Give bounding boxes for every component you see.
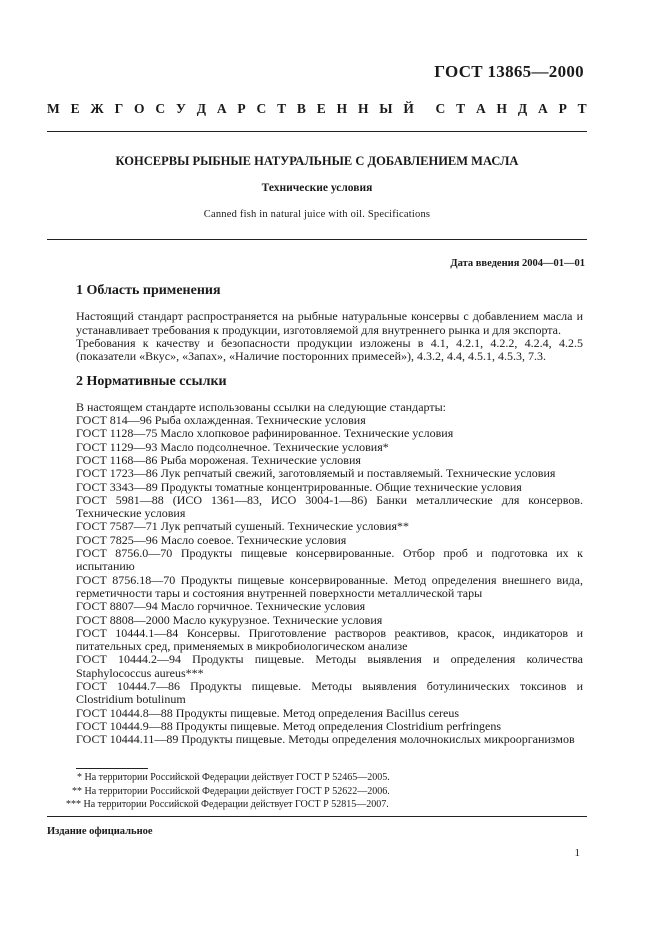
banner-letter: Т <box>277 101 287 116</box>
reference-item: ГОСТ 7825—96 Масло соевое. Технические условия <box>76 532 347 547</box>
reference-list <box>76 414 583 746</box>
reference-item: ГОСТ 5981—88 (ИСО 1361—83, ИСО 3004-1—86) Банки металлические для консервов. Технические условия <box>76 492 583 521</box>
footnote-item: * На территории Российской Федерации действует ГОСТ Р 52465—2005. <box>77 772 390 783</box>
section-1-heading: 1 Область применения <box>76 283 221 298</box>
header-divider <box>47 131 587 132</box>
reference-item: ГОСТ 8807—94 Масло горчичное. Технические условия <box>76 599 366 614</box>
reference-item: ГОСТ 1128—75 Масло хлопковое рафинированное. Технические условия <box>76 426 454 441</box>
banner-letter: Е <box>70 101 80 116</box>
banner-letter: Й <box>403 101 414 116</box>
edition-label: Издание официальное <box>47 826 153 837</box>
footnotes <box>47 771 587 812</box>
section-1-paragraph: Настоящий стандарт распространяется на рыбные натуральные консервы с добавлением масла и устанавливает требования к продукции, изготовляемой для внутреннего рынка и для экспорта. <box>76 309 583 337</box>
banner-letter: С <box>256 101 267 116</box>
banner-letter: У <box>175 101 186 116</box>
banner-letter: А <box>475 101 486 116</box>
banner-letter: Н <box>496 101 508 116</box>
banner-letter: Р <box>237 101 246 116</box>
banner-letter: Е <box>316 101 326 116</box>
banner-letter: Т <box>577 101 587 116</box>
document-number: ГОСТ 13865—2000 <box>434 62 584 81</box>
banner-letter: О <box>134 101 145 116</box>
banner-letter: В <box>296 101 306 116</box>
reference-item: ГОСТ 1129—93 Масло подсолнечное. Технические условия* <box>76 439 389 454</box>
banner-letter: Д <box>517 101 528 116</box>
reference-item: ГОСТ 814—96 Рыба охлажденная. Технические условия <box>76 413 366 428</box>
banner-letter: С <box>155 101 166 116</box>
reference-item: ГОСТ 8756.0—70 Продукты пищевые консервированные. Отбор проб и подготовка их к испытанию <box>76 546 583 574</box>
banner-letter: М <box>47 101 60 116</box>
banner-letter: Г <box>114 101 124 116</box>
reference-item: ГОСТ 3343—89 Продукты томатные концентрированные. Общие технические условия <box>76 479 522 494</box>
section-2-heading: 2 Нормативные ссылки <box>76 374 227 390</box>
reference-item: ГОСТ 10444.7—86 Продукты пищевые. Методы выявления ботулинических токсинов и Clostridium botulinum <box>76 679 583 707</box>
banner-letter: А <box>538 101 548 116</box>
english-title: Canned fish in natural juice with oil. Specifications <box>203 209 431 220</box>
document-subtitle: Технические условия <box>261 182 373 194</box>
body-text <box>76 281 583 747</box>
banner-letter: Ы <box>379 101 393 116</box>
banner-letter: А <box>216 101 227 116</box>
introduction-date: Дата введения 2004—01—01 <box>450 258 585 269</box>
interstate-standard-banner <box>47 101 587 117</box>
reference-item: ГОСТ 10444.11—89 Продукты пищевые. Методы определения молочнокислых микроорганизмов <box>76 732 575 747</box>
reference-item: ГОСТ 8808—2000 Масло кукурузное. Технические условия <box>76 612 383 627</box>
reference-item: ГОСТ 10444.1—84 Консервы. Приготовление растворов реактивов, красок, индикаторов и питательных сред, применяемых в микробиологическом анализе <box>76 625 583 654</box>
title-divider <box>47 239 587 240</box>
reference-item: ГОСТ 1168—86 Рыба мороженая. Технические условия <box>76 452 361 467</box>
footnote-divider <box>76 768 148 769</box>
banner-letter: Д <box>196 101 206 116</box>
banner-letter: Н <box>336 101 348 116</box>
reference-item: ГОСТ 10444.8—88 Продукты пищевые. Метод определения Bacillus cereus <box>76 705 460 720</box>
reference-item: ГОСТ 1723—86 Лук репчатый свежий, заготовляемый и поставляемый. Технические условия <box>76 466 556 481</box>
reference-item: ГОСТ 10444.9—88 Продукты пищевые. Метод определения Clostridium perfringens <box>76 718 502 733</box>
document-title: КОНСЕРВЫ РЫБНЫЕ НАТУРАЛЬНЫЕ С ДОБАВЛЕНИЕМ МАСЛА <box>115 154 519 168</box>
footnote-item: *** На территории Российской Федерации действует ГОСТ Р 52815—2007. <box>66 799 389 810</box>
page-number: 1 <box>574 847 580 859</box>
banner-letter: Н <box>357 101 369 116</box>
reference-item: ГОСТ 8756.18—70 Продукты пищевые консервированные. Метод определения внешнего вида, герметичности тары и состояния внутренней поверхности металлической тары <box>76 572 583 600</box>
section-1-paragraph: Требования к качеству и безопасности продукции изложены в 4.1, 4.2.1, 4.2.2, 4.2.4, 4.2.5 (показатели «Вкус», «Запах», «Наличие посторонних примесей»), 4.3.2, 4.4, 4.5.1, 4.5.3, 7.3. <box>76 335 583 364</box>
banner-letter: Ж <box>90 101 104 116</box>
footnote-item: ** На территории Российской Федерации действует ГОСТ Р 52622—2006. <box>72 785 390 797</box>
section-2-intro: В настоящем стандарте использованы ссылки на следующие стандарты: <box>76 399 447 414</box>
bottom-divider <box>47 816 587 817</box>
reference-item: ГОСТ 10444.2—94 Продукты пищевые. Методы выявления и определения количества Staphylococcus aureus*** <box>76 652 583 680</box>
banner-letter: С <box>435 101 446 116</box>
banner-letter: Р <box>558 101 567 116</box>
banner-letter: Т <box>456 101 466 116</box>
reference-item: ГОСТ 7587—71 Лук репчатый сушеный. Технические условия** <box>76 519 409 534</box>
